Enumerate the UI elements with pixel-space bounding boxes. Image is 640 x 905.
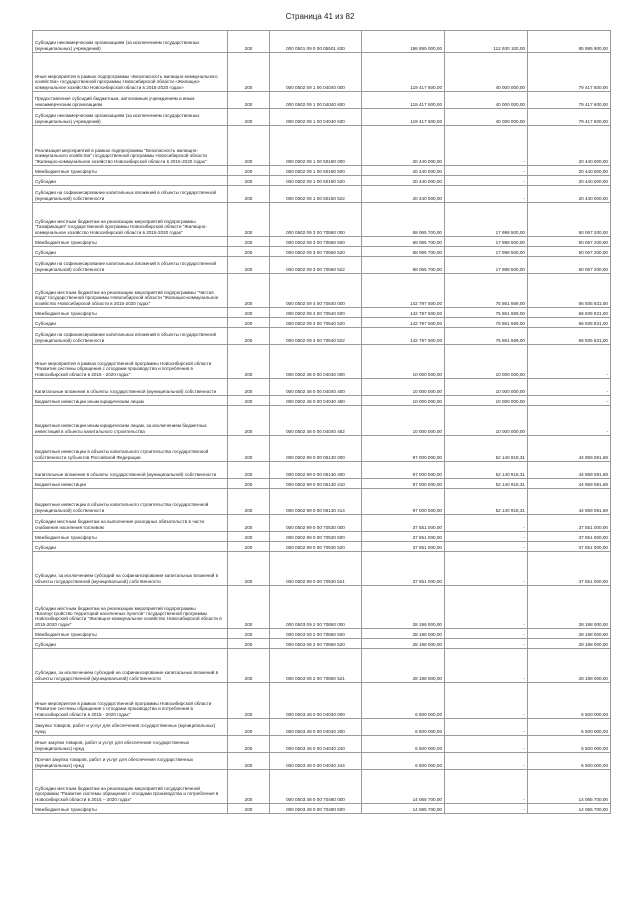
row-approved-amount-cell: 14 065 700,00 [362, 804, 445, 814]
row-approved-amount-cell: 97 000 000,00 [362, 436, 445, 462]
row-line-code-cell: 200 [228, 186, 270, 203]
row-executed-amount-cell: - [445, 639, 528, 649]
row-remaining-amount-cell: 20 440 000,00 [528, 186, 611, 203]
row-remaining-amount-cell: 44 859 081,69 [528, 479, 611, 489]
table-row [33, 379, 611, 396]
row-executed-amount-cell: 17 998 500,00 [445, 203, 528, 237]
row-budget-code-cell: 000 0503 09 2 00 70850 500 [270, 629, 362, 639]
row-executed-amount-cell: 40 000 000,00 [445, 92, 528, 109]
row-remaining-amount-cell: 37 551 000,00 [528, 532, 611, 542]
table-row [33, 753, 611, 770]
row-approved-amount-cell: 6 500 000,00 [362, 736, 445, 753]
table-row [33, 479, 611, 489]
row-line-code-cell: 200 [228, 462, 270, 479]
row-line-code-cell: 200 [228, 126, 270, 166]
row-budget-code-cell: 000 0502 09 4 00 70540 500 [270, 308, 362, 318]
row-remaining-amount-cell: 28 198 000,00 [528, 586, 611, 629]
table-row [33, 552, 611, 586]
table-row [33, 308, 611, 318]
page-number-header: Страница 41 из 82 [285, 12, 355, 21]
row-remaining-amount-cell: - [528, 379, 611, 396]
row-approved-amount-cell: 142 797 500,00 [362, 318, 445, 328]
table-row [33, 532, 611, 542]
table-row [33, 274, 611, 308]
row-budget-code-cell: 000 0502 48 0 00 04040 000 [270, 345, 362, 379]
row-executed-amount-cell: - [445, 629, 528, 639]
row-name-cell: Субсидии [33, 318, 228, 328]
row-name-cell: Иные мероприятия в рамках подпрограммы «Безопасность жилищно-коммунального хозяйства» государственной программы Новосибирской области «Жилищно-коммунальное хозяйство Новосибирской области в 2015-2020 годах» [33, 53, 228, 92]
row-line-code-cell: 200 [228, 247, 270, 257]
row-approved-amount-cell: 37 551 000,00 [362, 542, 445, 552]
row-line-code-cell: 200 [228, 396, 270, 406]
row-executed-amount-cell: - [445, 542, 528, 552]
budget-table [32, 30, 611, 814]
row-approved-amount-cell: 68 065 700,00 [362, 203, 445, 237]
row-name-cell: Капитальные вложения в объекты государственной (муниципальной) собственности [33, 462, 228, 479]
row-remaining-amount-cell: 85 995 900,00 [528, 31, 611, 53]
row-executed-amount-cell: - [445, 719, 528, 736]
row-remaining-amount-cell: 50 067 200,00 [528, 203, 611, 237]
row-budget-code-cell: 000 0502 09 1 00 50180 520 [270, 176, 362, 186]
row-name-cell: Субсидии местным бюджетам на выполнение расходных обязательств в части снабжения населения топливом [33, 515, 228, 532]
row-name-cell: Субсидии на софинансирование капитальных вложений в объекты государственной (муниципальной) собственности [33, 257, 228, 274]
row-approved-amount-cell: 10 000 000,00 [362, 406, 445, 436]
row-name-cell: Субсидии некоммерческим организациям (за исключением государственных (муниципальных) учреждений) [33, 109, 228, 126]
row-executed-amount-cell: 40 000 000,00 [445, 53, 528, 92]
row-approved-amount-cell: 37 551 000,00 [362, 515, 445, 532]
budget-table-body [33, 31, 611, 814]
row-approved-amount-cell: 68 065 700,00 [362, 237, 445, 247]
row-budget-code-cell: 000 0503 48 0 00 04040 240 [270, 736, 362, 753]
row-approved-amount-cell: 68 065 700,00 [362, 257, 445, 274]
table-row [33, 345, 611, 379]
table-row [33, 649, 611, 683]
table-row [33, 639, 611, 649]
row-approved-amount-cell: 6 500 000,00 [362, 683, 445, 719]
row-budget-code-cell: 000 0502 09 3 00 70580 000 [270, 203, 362, 237]
row-executed-amount-cell: 17 998 500,00 [445, 257, 528, 274]
table-row [33, 629, 611, 639]
row-approved-amount-cell: 142 797 500,00 [362, 308, 445, 318]
row-executed-amount-cell: - [445, 176, 528, 186]
row-remaining-amount-cell: 14 065 700,00 [528, 770, 611, 804]
row-name-cell: Иные мероприятия в рамках государственной программы Новосибирской области "Развитие системы обращения с отходами производства и потребления в Новосибирской области в 2015 - 2020 годах" [33, 345, 228, 379]
row-approved-amount-cell: 97 000 000,00 [362, 462, 445, 479]
table-row [33, 237, 611, 247]
row-line-code-cell: 200 [228, 515, 270, 532]
row-name-cell: Бюджетные инвестиции иным юридическим лицам [33, 396, 228, 406]
row-line-code-cell: 200 [228, 736, 270, 753]
row-line-code-cell: 200 [228, 274, 270, 308]
table-row [33, 515, 611, 532]
row-executed-amount-cell: - [445, 552, 528, 586]
row-budget-code-cell: 000 0502 99 0 00 70530 000 [270, 515, 362, 532]
row-executed-amount-cell: - [445, 649, 528, 683]
row-executed-amount-cell: - [445, 753, 528, 770]
row-approved-amount-cell: 119 417 600,00 [362, 53, 445, 92]
row-name-cell: Субсидии, за исключением субсидий на софинансирование капитальных вложений в объекты государственной (муниципальной) собственности [33, 552, 228, 586]
table-row [33, 328, 611, 345]
row-line-code-cell: 200 [228, 552, 270, 586]
table-row [33, 109, 611, 126]
row-remaining-amount-cell: 79 417 600,00 [528, 92, 611, 109]
row-executed-amount-cell: 75 861 669,00 [445, 308, 528, 318]
table-row [33, 462, 611, 479]
row-budget-code-cell: 000 0502 09 3 00 70580 522 [270, 257, 362, 274]
row-remaining-amount-cell: - [528, 345, 611, 379]
row-name-cell: Межбюджетные трансферты [33, 804, 228, 814]
row-budget-code-cell: 000 0503 09 2 00 70850 520 [270, 639, 362, 649]
row-remaining-amount-cell: 44 859 081,69 [528, 462, 611, 479]
row-line-code-cell: 200 [228, 542, 270, 552]
row-approved-amount-cell: 142 797 500,00 [362, 328, 445, 345]
row-remaining-amount-cell: 20 440 000,00 [528, 166, 611, 176]
row-remaining-amount-cell: 44 859 081,69 [528, 436, 611, 462]
row-name-cell: Бюджетные инвестиции в объекты капитального строительства государственной собственности субъектов Российской Федерации [33, 436, 228, 462]
row-approved-amount-cell: 14 065 700,00 [362, 770, 445, 804]
row-line-code-cell: 200 [228, 318, 270, 328]
row-budget-code-cell: 000 0502 09 4 00 70540 520 [270, 318, 362, 328]
row-name-cell: Субсидии местным бюджетам на реализацию мероприятий государственной программы "Развитие системы обращения с отходами производства и потребления в Новосибирской области в 2015 – 2020 годах" [33, 770, 228, 804]
row-remaining-amount-cell: 28 198 000,00 [528, 649, 611, 683]
row-remaining-amount-cell: 79 417 600,00 [528, 53, 611, 92]
row-approved-amount-cell: 142 797 500,00 [362, 274, 445, 308]
table-row [33, 770, 611, 804]
row-name-cell: Субсидии некоммерческим организациям (за исключением государственных (муниципальных) учреждений) [33, 31, 228, 53]
row-executed-amount-cell: 10 000 000,00 [445, 345, 528, 379]
row-remaining-amount-cell: 6 500 000,00 [528, 736, 611, 753]
row-line-code-cell: 200 [228, 586, 270, 629]
row-executed-amount-cell: - [445, 186, 528, 203]
row-budget-code-cell: 000 0502 09 3 00 70580 500 [270, 237, 362, 247]
row-remaining-amount-cell: 66 935 831,00 [528, 328, 611, 345]
row-budget-code-cell: 000 0503 48 0 00 04040 000 [270, 683, 362, 719]
row-line-code-cell: 200 [228, 109, 270, 126]
table-row [33, 406, 611, 436]
row-line-code-cell: 200 [228, 166, 270, 176]
row-executed-amount-cell: - [445, 586, 528, 629]
row-budget-code-cell: 000 0502 09 4 00 70540 000 [270, 274, 362, 308]
row-remaining-amount-cell: 50 067 200,00 [528, 237, 611, 247]
row-budget-code-cell: 000 0503 48 0 00 70480 000 [270, 770, 362, 804]
row-line-code-cell: 200 [228, 639, 270, 649]
row-executed-amount-cell: - [445, 683, 528, 719]
table-row [33, 176, 611, 186]
row-line-code-cell: 200 [228, 308, 270, 318]
row-budget-code-cell: 000 0502 09 3 00 70580 520 [270, 247, 362, 257]
row-approved-amount-cell: 10 000 000,00 [362, 345, 445, 379]
row-approved-amount-cell: 6 500 000,00 [362, 753, 445, 770]
row-budget-code-cell: 000 0502 09 1 00 50180 000 [270, 126, 362, 166]
row-name-cell: Бюджетные инвестиции иным юридическим лицам, за исключением бюджетных инвестиций в объекты капитального строительства [33, 406, 228, 436]
row-line-code-cell: 200 [228, 649, 270, 683]
table-row [33, 436, 611, 462]
table-row [33, 542, 611, 552]
row-budget-code-cell: 000 0502 48 0 00 04040 400 [270, 379, 362, 396]
row-approved-amount-cell: 68 065 700,00 [362, 247, 445, 257]
row-budget-code-cell: 000 0502 99 0 00 05130 000 [270, 436, 362, 462]
row-name-cell: Капитальные вложения в объекты государственной (муниципальной) собственности [33, 379, 228, 396]
row-line-code-cell: 200 [228, 257, 270, 274]
row-name-cell: Иные закупки товаров, работ и услуг для обеспечения государственных (муниципальных) нужд [33, 736, 228, 753]
row-name-cell: Иные мероприятия в рамках государственной программы Новосибирской области "Развитие системы обращения с отходами производства и потребления в Новосибирской области в 2015 - 2020 годах" [33, 683, 228, 719]
row-executed-amount-cell: 112 930 100,00 [445, 31, 528, 53]
row-budget-code-cell: 000 0501 09 0 00 05501 630 [270, 31, 362, 53]
row-name-cell: Субсидии местным бюджетам на реализацию мероприятий подпрограммы "Благоустройство территорий населенных пунктов" государственной программы Новосибирской области "Жилищно-коммунальное хозяйство Новосибирской области в 2015-2020 годах" [33, 586, 228, 629]
row-budget-code-cell: 000 0502 48 0 00 04040 450 [270, 396, 362, 406]
row-line-code-cell: 200 [228, 92, 270, 109]
row-budget-code-cell: 000 0502 09 4 00 70540 522 [270, 328, 362, 345]
row-line-code-cell: 200 [228, 406, 270, 436]
row-executed-amount-cell: - [445, 532, 528, 542]
table-row [33, 203, 611, 237]
row-executed-amount-cell: 75 861 669,00 [445, 318, 528, 328]
row-executed-amount-cell: - [445, 770, 528, 804]
row-name-cell: Субсидии, за исключением субсидий на софинансирование капитальных вложений в объекты государственной (муниципальной) собственности [33, 649, 228, 683]
table-row [33, 166, 611, 176]
row-executed-amount-cell: 10 000 000,00 [445, 406, 528, 436]
row-line-code-cell: 200 [228, 629, 270, 639]
row-budget-code-cell: 000 0502 99 0 00 05130 414 [270, 489, 362, 515]
row-approved-amount-cell: 119 417 600,00 [362, 109, 445, 126]
table-row [33, 736, 611, 753]
table-row [33, 186, 611, 203]
row-name-cell: Бюджетные инвестиции [33, 479, 228, 489]
row-executed-amount-cell: 40 000 000,00 [445, 109, 528, 126]
row-name-cell: Субсидии местным бюджетам на реализацию мероприятий подпрограммы "Газификация" государственной программы Новосибирской области "Жилищно-коммунальное хозяйство Новосибирской области в 2015-2020 годах" [33, 203, 228, 237]
row-remaining-amount-cell: 66 935 831,00 [528, 318, 611, 328]
row-name-cell: Межбюджетные трансферты [33, 166, 228, 176]
row-remaining-amount-cell: 14 065 700,00 [528, 804, 611, 814]
row-approved-amount-cell: 10 000 000,00 [362, 379, 445, 396]
row-line-code-cell: 200 [228, 31, 270, 53]
row-line-code-cell: 200 [228, 479, 270, 489]
row-approved-amount-cell: 97 000 000,00 [362, 489, 445, 515]
row-name-cell: Прочая закупка товаров, работ и услуг для обеспечения государственных (муниципальных) нужд [33, 753, 228, 770]
row-remaining-amount-cell: 66 935 831,00 [528, 308, 611, 318]
row-name-cell: Субсидии [33, 542, 228, 552]
row-line-code-cell: 200 [228, 719, 270, 736]
table-row [33, 719, 611, 736]
row-approved-amount-cell: 28 198 000,00 [362, 639, 445, 649]
row-line-code-cell: 200 [228, 753, 270, 770]
row-executed-amount-cell: - [445, 736, 528, 753]
row-remaining-amount-cell: 66 935 831,00 [528, 274, 611, 308]
row-remaining-amount-cell: 37 551 000,00 [528, 542, 611, 552]
row-line-code-cell: 200 [228, 379, 270, 396]
row-line-code-cell: 200 [228, 53, 270, 92]
row-line-code-cell: 200 [228, 804, 270, 814]
row-budget-code-cell: 000 0502 99 0 00 05130 400 [270, 462, 362, 479]
row-line-code-cell: 200 [228, 345, 270, 379]
row-remaining-amount-cell: 6 500 000,00 [528, 753, 611, 770]
row-budget-code-cell: 000 0502 99 0 00 70530 521 [270, 552, 362, 586]
row-executed-amount-cell: 17 998 500,00 [445, 237, 528, 247]
row-executed-amount-cell: 52 140 918,31 [445, 479, 528, 489]
row-name-cell: Предоставление субсидий бюджетным, автономным учреждениям и иным некоммерческим организациям [33, 92, 228, 109]
row-executed-amount-cell: 52 140 918,31 [445, 436, 528, 462]
row-name-cell: Субсидии на софинансирование капитальных вложений в объекты государственной (муниципальной) собственности [33, 328, 228, 345]
table-row [33, 92, 611, 109]
row-budget-code-cell: 000 0502 09 1 00 04040 000 [270, 53, 362, 92]
row-name-cell: Закупка товаров, работ и услуг для обеспечения государственных (муниципальных) нужд [33, 719, 228, 736]
table-row [33, 31, 611, 53]
row-approved-amount-cell: 37 551 000,00 [362, 532, 445, 542]
row-budget-code-cell: 000 0502 99 0 00 05130 410 [270, 479, 362, 489]
row-remaining-amount-cell: 50 067 200,00 [528, 257, 611, 274]
row-approved-amount-cell: 6 500 000,00 [362, 719, 445, 736]
row-remaining-amount-cell: 6 500 000,00 [528, 683, 611, 719]
row-executed-amount-cell: 75 861 669,00 [445, 274, 528, 308]
row-approved-amount-cell: 20 440 000,00 [362, 186, 445, 203]
row-approved-amount-cell: 20 440 000,00 [362, 126, 445, 166]
row-remaining-amount-cell: - [528, 406, 611, 436]
table-row [33, 489, 611, 515]
row-approved-amount-cell: 28 198 000,00 [362, 649, 445, 683]
row-remaining-amount-cell: 50 067 200,00 [528, 247, 611, 257]
row-budget-code-cell: 000 0503 48 0 00 04040 244 [270, 753, 362, 770]
row-remaining-amount-cell: 6 500 000,00 [528, 719, 611, 736]
row-approved-amount-cell: 37 551 000,00 [362, 552, 445, 586]
row-line-code-cell: 200 [228, 489, 270, 515]
table-row [33, 683, 611, 719]
row-approved-amount-cell: 198 895 000,00 [362, 31, 445, 53]
row-budget-code-cell: 000 0502 09 1 00 04040 600 [270, 92, 362, 109]
row-name-cell: Субсидии [33, 247, 228, 257]
row-budget-code-cell: 000 0503 09 2 00 70850 000 [270, 586, 362, 629]
row-line-code-cell: 200 [228, 237, 270, 247]
row-budget-code-cell: 000 0502 99 0 00 70530 520 [270, 542, 362, 552]
row-budget-code-cell: 000 0503 48 0 00 70480 500 [270, 804, 362, 814]
row-approved-amount-cell: 28 198 000,00 [362, 586, 445, 629]
row-approved-amount-cell: 28 198 000,00 [362, 629, 445, 639]
row-budget-code-cell: 000 0502 09 1 00 04040 630 [270, 109, 362, 126]
row-name-cell: Бюджетные инвестиции в объекты капитального строительства государственной (муниципальной) собственности [33, 489, 228, 515]
row-name-cell: Субсидии на софинансирование капитальных вложений в объекты государственной (муниципальной) собственности [33, 186, 228, 203]
row-name-cell: Межбюджетные трансферты [33, 532, 228, 542]
row-line-code-cell: 200 [228, 770, 270, 804]
row-approved-amount-cell: 10 000 000,00 [362, 396, 445, 406]
row-executed-amount-cell: - [445, 515, 528, 532]
row-budget-code-cell: 000 0502 99 0 00 70530 500 [270, 532, 362, 542]
row-remaining-amount-cell: 28 198 000,00 [528, 629, 611, 639]
row-executed-amount-cell: 52 140 918,31 [445, 462, 528, 479]
table-row [33, 257, 611, 274]
row-approved-amount-cell: 119 417 600,00 [362, 92, 445, 109]
row-name-cell: Межбюджетные трансферты [33, 629, 228, 639]
row-name-cell: Субсидии местным бюджетам на реализацию мероприятий подпрограммы "Чистая вода" государственной программы Новосибирской области "Жилищно-коммунальное хозяйство Новосибирской области в 2015-2020 годах" [33, 274, 228, 308]
row-executed-amount-cell: - [445, 804, 528, 814]
row-remaining-amount-cell: 37 551 000,00 [528, 552, 611, 586]
row-remaining-amount-cell: 20 440 000,00 [528, 126, 611, 166]
table-row [33, 126, 611, 166]
row-executed-amount-cell: 10 000 000,00 [445, 396, 528, 406]
row-approved-amount-cell: 97 000 000,00 [362, 479, 445, 489]
row-line-code-cell: 200 [228, 436, 270, 462]
row-remaining-amount-cell: 37 551 000,00 [528, 515, 611, 532]
row-remaining-amount-cell: 44 859 081,69 [528, 489, 611, 515]
row-line-code-cell: 200 [228, 683, 270, 719]
row-name-cell: Реализация мероприятий в рамках подпрограммы "Безопасность жилищно-коммунального хозяйства" государственной программы Новосибирской области "Жилищно-коммунальное хозяйство Новосибирской области в 2015-2020 годах" [33, 126, 228, 166]
row-remaining-amount-cell: 28 198 000,00 [528, 639, 611, 649]
row-name-cell: Межбюджетные трансферты [33, 237, 228, 247]
table-row [33, 247, 611, 257]
row-executed-amount-cell: - [445, 166, 528, 176]
row-budget-code-cell: 000 0502 09 1 00 50180 522 [270, 186, 362, 203]
row-name-cell: Субсидии [33, 176, 228, 186]
row-budget-code-cell: 000 0502 09 1 00 50180 500 [270, 166, 362, 176]
table-row [33, 53, 611, 92]
table-row [33, 396, 611, 406]
row-line-code-cell: 200 [228, 203, 270, 237]
row-approved-amount-cell: 20 440 000,00 [362, 176, 445, 186]
row-approved-amount-cell: 20 440 000,00 [362, 166, 445, 176]
row-line-code-cell: 200 [228, 328, 270, 345]
row-budget-code-cell: 000 0502 48 0 00 04040 452 [270, 406, 362, 436]
table-row [33, 586, 611, 629]
row-name-cell: Межбюджетные трансферты [33, 308, 228, 318]
row-remaining-amount-cell: 20 440 000,00 [528, 176, 611, 186]
row-remaining-amount-cell: 79 417 600,00 [528, 109, 611, 126]
row-name-cell: Субсидии [33, 639, 228, 649]
row-remaining-amount-cell: - [528, 396, 611, 406]
row-line-code-cell: 200 [228, 176, 270, 186]
row-budget-code-cell: 000 0503 09 2 00 70850 521 [270, 649, 362, 683]
row-executed-amount-cell: 10 000 000,00 [445, 379, 528, 396]
row-executed-amount-cell: 75 861 669,00 [445, 328, 528, 345]
row-executed-amount-cell: 17 998 500,00 [445, 247, 528, 257]
table-row [33, 318, 611, 328]
row-budget-code-cell: 000 0503 48 0 00 04040 200 [270, 719, 362, 736]
table-row [33, 804, 611, 814]
row-executed-amount-cell: 52 140 918,31 [445, 489, 528, 515]
row-executed-amount-cell: - [445, 126, 528, 166]
row-line-code-cell: 200 [228, 532, 270, 542]
